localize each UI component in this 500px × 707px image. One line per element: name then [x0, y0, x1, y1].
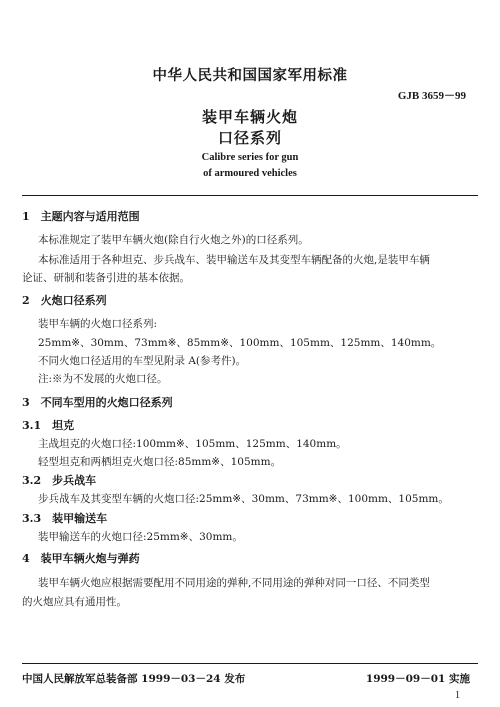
- english-title-line1: Calibre series for gun: [201, 152, 299, 163]
- effective-date: 1999－09－01 实施: [365, 673, 470, 685]
- section-1-paragraph-2-line1: 本标准适用于各种坦克、步兵战车、装甲输送车及其变型车辆配备的火炮,是装甲车辆: [38, 254, 430, 266]
- issuer-and-issue-date: 中国人民解放军总装备部 1999－03－24 发布: [22, 673, 246, 685]
- section-3-3-heading: 3.3 装甲输送车: [22, 512, 108, 525]
- section-4-paragraph-line1: 装甲车辆火炮应根据需要配用不同用途的弹种,不同用途的弹种对同一口径、不同类型: [38, 577, 430, 589]
- section-2-line-2: 25mm※、30mm、73mm※、85mm※、100mm、105mm、125mm、140mm。: [38, 337, 442, 349]
- header-divider: [22, 195, 478, 196]
- section-3-2-heading: 3.2 步兵战车: [22, 474, 97, 487]
- section-2-heading: 2 火炮口径系列: [22, 294, 107, 307]
- section-2-line-3: 不同火炮口径适用的车型见附录 A(参考件)。: [38, 355, 247, 367]
- section-3-1-heading: 3.1 坦克: [22, 419, 75, 432]
- section-3-heading: 3 不同车型用的火炮口径系列: [22, 396, 173, 409]
- footer-divider: [22, 663, 478, 664]
- document-title-line1: 装甲车辆火炮: [201, 108, 298, 126]
- section-1-heading: 1 主题内容与适用范围: [22, 210, 140, 223]
- section-3-1-line-1: 主战坦克的火炮口径:100mm※、105mm、125mm、140mm。: [38, 438, 347, 450]
- section-2-note: 注:※为不发展的火炮口径。: [38, 373, 168, 385]
- section-1-paragraph-2-line2: 论证、研制和装备引进的基本依据。: [22, 272, 190, 284]
- page-number: 1: [455, 690, 460, 701]
- standard-org-title: 中华人民共和国国家军用标准: [152, 67, 348, 84]
- section-3-1-line-2: 轻型坦克和两栖坦克火炮口径:85mm※、105mm。: [38, 456, 282, 468]
- english-title-line2: of armoured vehicles: [203, 168, 297, 179]
- section-3-2-line-1: 步兵战车及其变型车辆的火炮口径:25mm※、30mm、73mm※、100mm、105mm。: [38, 493, 449, 505]
- section-4-heading: 4 装甲车辆火炮与弹药: [22, 552, 140, 565]
- section-3-3-line-1: 装甲输送车的火炮口径:25mm※、30mm。: [38, 531, 243, 543]
- section-1-paragraph-1: 本标准规定了装甲车辆火炮(除自行火炮之外)的口径系列。: [38, 234, 309, 246]
- section-2-line-1: 装甲车辆的火炮口径系列:: [38, 318, 158, 330]
- document-title-line2: 口径系列: [217, 129, 282, 147]
- standard-number: GJB 3659－99: [397, 90, 466, 102]
- section-4-paragraph-line2: 的火炮应具有通用性。: [22, 596, 127, 608]
